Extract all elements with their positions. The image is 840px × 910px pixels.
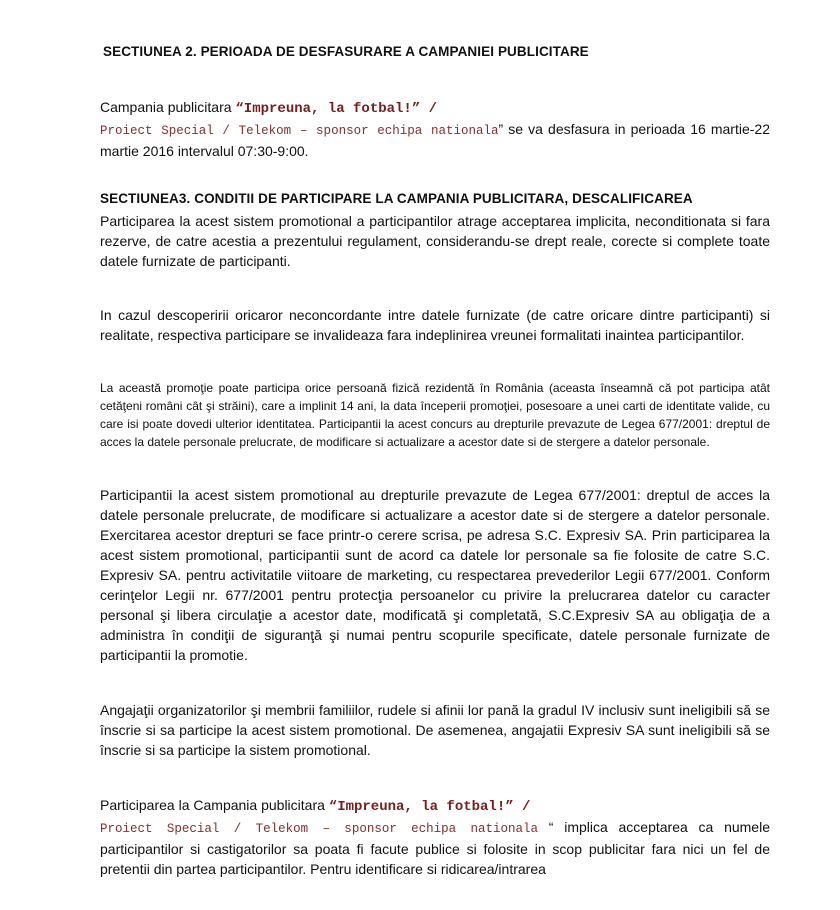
section3-paragraph-6 — [100, 795, 770, 879]
section2-post: ” se va desfasura in perioada 16 martie-22 martie 2016 intervalul 07:30-9:00. — [100, 121, 770, 159]
section3-p6-post: “ implica acceptarea ca numele participantilor si castigatorilor sa poata fi facute publice si folosite in scop publicitar fara nici un fel de pretentii din partea participantilor. Pentru identificare si ridicarea/intrarea — [100, 819, 770, 877]
section3-paragraph-1: Participarea la acest sistem promotional a participantilor atrage acceptarea implicita, neconditionata si fara rezerve, de catre acestia a prezentului regulament, considerandu-se drept reale, corecte si complete toate datele furnizate de participanti. — [100, 213, 770, 269]
section2-paragraph — [100, 97, 770, 161]
section2-project-name: Proiect Special / Telekom – sponsor echipa nationala — [100, 124, 499, 138]
section3-p6-project-name: Proiect Special / Telekom – sponsor echipa nationala — [100, 822, 539, 836]
section3-paragraph-5: Angajaţii organizatorilor şi membrii familiilor, rudele si afinii lor pană la gradul IV inclusiv sunt ineligibili să se înscrie si sa participe la acest sistem promotional. De asemenea, angajatii Expresiv SA sunt ineligibili să se înscrie si sa participe la sistem promotional. — [100, 702, 770, 758]
section3-paragraph-2: In cazul descoperirii oricaror neconcordante intre datele furnizate (de catre oricare dintre participanti) si realitate, respectiva participare se invalideaza fara indeplinirea vreunei formalitati inaintea participantilor. — [100, 307, 770, 343]
section3-paragraph-4: Participantii la acest sistem promotional au drepturile prevazute de Legea 677/2001: dreptul de acces la datele personale prelucrate, de modificare si actualizare a acestor date si de stergere a datelor personale. Exercitarea acestor drepturi se face printr-o cerere scrisa, pe adresa S.C. Expresiv SA. Prin participarea la acest sistem promotional, participantii sunt de acord ca datele lor personale sa fie folosite de catre S.C. Expresiv SA. pentru activitatile viitoare de marketing, cu respectarea prevederilor Legii 677/2001. Conform cerinţelor Legii nr. 677/2001 pentru protecţia persoanelor cu privire la prelucrarea datelor cu caracter personal şi libera circulaţie a acestor date, modificată şi completată, S.C.Expresiv SA au obligaţia de a administra în condiţii de siguranţă şi numai pentru scopurile specificate, datele personale furnizate de participantii la promotie. — [100, 487, 770, 663]
section2-pre: Campania publicitara — [100, 99, 236, 115]
section3-paragraph-3: La această promoţie poate participa orice persoană fizică rezidentă în România (aceasta înseamnă că pot participa atât cetăţeni români cât şi străini), care a implinit 14 ani, la data începerii promoţiei, posesoare a unei carti de identitate valide, cu care isi poate dovedi ulterior identitatea. Participantii la acest concurs au drepturile prevazute de Legea 677/2001: dreptul de acces la datele personale prelucrate, de modificare si actualizare a acestor date si de stergere a datelor personale. — [100, 381, 770, 449]
section3-heading: SECTIUNEA3. CONDITII DE PARTICIPARE LA CAMPANIA PUBLICITARA, DESCALIFICAREA — [100, 191, 693, 206]
section3-p6-pre: Participarea la Campania publicitara — [100, 797, 329, 813]
section2-campaign-name: “Impreuna, la fotbal!” / — [235, 101, 438, 117]
section3-p6-campaign-name: “Impreuna, la fotbal!” / — [328, 799, 531, 815]
section2-heading: SECTIUNEA 2. PERIOADA DE DESFASURARE A CAMPANIEI PUBLICITARE — [103, 44, 589, 59]
